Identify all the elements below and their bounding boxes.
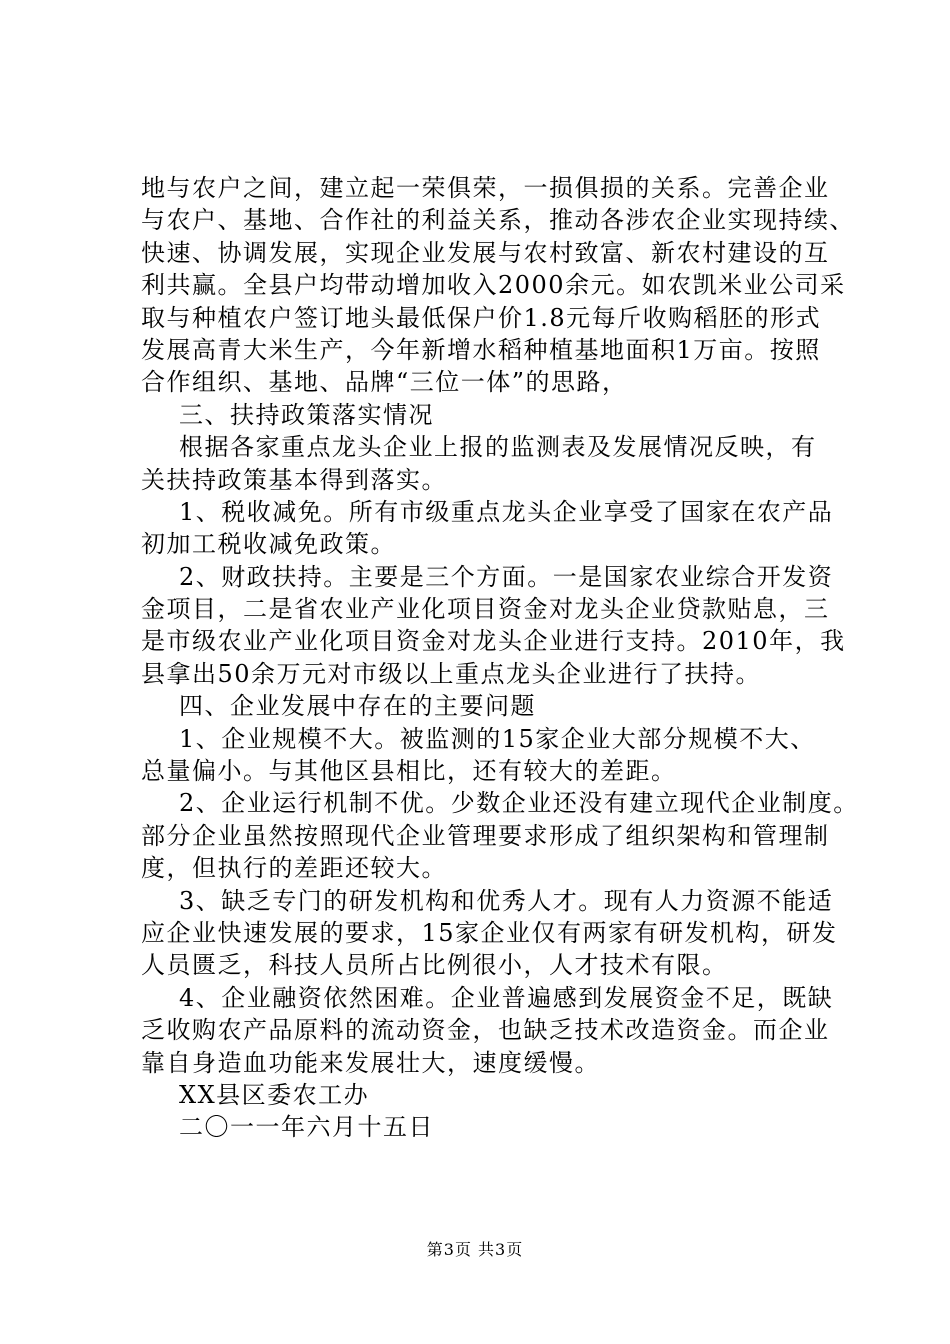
body-line: 是市级农业产业化项目资金对龙头企业进行支持。2010年，我 [141,627,846,656]
body-line: XX县区委农工办 [179,1080,370,1109]
body-line: 快速、协调发展，实现企业发展与农村致富、新农村建设的互 [141,238,830,267]
body-line: 县拿出50余万元对市级以上重点龙头企业进行了扶持。 [141,659,762,688]
body-line: 地与农户之间，建立起一荣俱荣，一损俱损的关系。完善企业 [141,174,830,202]
body-line: 合作组织、基地、品牌“三位一体”的思路， [141,368,628,397]
page-footer: 第3页 共3页 [426,1240,524,1259]
body-line: 四、企业发展中存在的主要问题 [179,692,536,721]
body-line: 乏收购农产品原料的流动资金，也缺乏技术改造资金。而企业 [141,1016,830,1045]
body-line: 靠自身造血功能来发展壮大，速度缓慢。 [141,1048,600,1077]
body-line: 4、企业融资依然困难。企业普遍感到发展资金不足，既缺 [179,983,834,1012]
body-line: 1、企业规模不大。被监测的15家企业大部分规模不大、 [179,724,816,753]
body-line: 总量偏小。与其他区县相比，还有较大的差距。 [141,757,677,786]
body-line: 3、缺乏专门的研发机构和优秀人才。现有人力资源不能适 [179,886,834,915]
body-line: 应企业快速发展的要求，15家企业仅有两家有研发机构，研发 [141,918,838,947]
body-line: 利共赢。全县户均带动增加收入2000余元。如农凯米业公司采 [141,271,846,300]
body-line: 2、企业运行机制不优。少数企业还没有建立现代企业制度。 [179,789,859,818]
body-line: 关扶持政策基本得到落实。 [141,465,447,494]
body-line: 部分企业虽然按照现代企业管理要求形成了组织架构和管理制 [141,821,830,850]
body-line: 二〇一一年六月十五日 [179,1113,434,1142]
body-line: 金项目，二是省农业产业化项目资金对龙头企业贷款贴息，三 [141,595,830,624]
body-line: 2、财政扶持。主要是三个方面。一是国家农业综合开发资 [179,562,834,591]
body-line: 三、扶持政策落实情况 [179,400,434,429]
body-line: 根据各家重点龙头企业上报的监测表及发展情况反映，有 [179,433,817,462]
document-body [141,172,859,1144]
body-line: 取与种植农户签订地头最低保户价1.8元每斤收购稻胚的形式 [141,303,822,332]
body-line: 初加工税收减免政策。 [141,530,396,559]
body-line: 与农户、基地、合作社的利益关系，推动各涉农企业实现持续、 [141,206,855,235]
body-line: 度，但执行的差距还较大。 [141,854,447,883]
body-line: 1、税收减免。所有市级重点龙头企业享受了国家在农产品 [179,497,834,526]
body-line: 发展高青大米生产，今年新增水稻种植基地面积1万亩。按照 [141,335,821,364]
body-line: 人员匮乏，科技人员所占比例很小，人才技术有限。 [141,951,728,980]
